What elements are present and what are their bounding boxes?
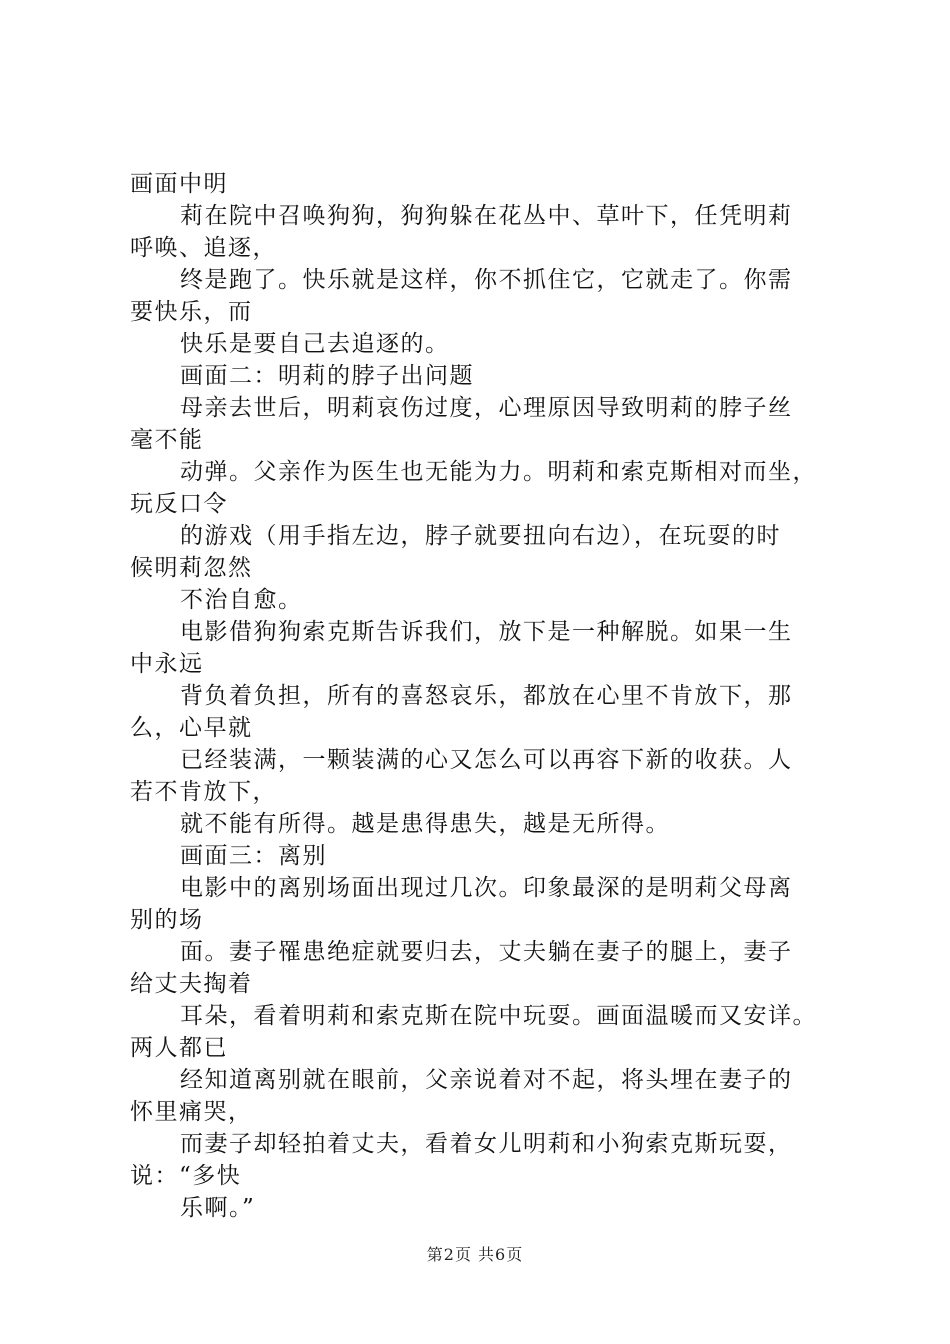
text-line: 不治自愈。 xyxy=(180,587,303,613)
text-line: 终是跑了。快乐就是这样，你不抓住它，它就走了。你需 xyxy=(180,267,793,293)
text-line: 若不肯放下， xyxy=(130,779,277,805)
text-line: 母亲去世后，明莉哀伤过度，心理原因导致明莉的脖子丝 xyxy=(180,395,793,421)
text-line: 电影中的离别场面出现过几次。印象最深的是明莉父母离 xyxy=(180,875,793,901)
text-line: 就不能有所得。越是患得患失，越是无所得。 xyxy=(180,811,670,837)
text-lines xyxy=(130,168,850,1224)
text-line: 两人都已 xyxy=(130,1035,228,1061)
text-line: 电影借狗狗索克斯告诉我们，放下是一种解脱。如果一生 xyxy=(180,619,793,645)
text-line: 么，心早就 xyxy=(130,715,253,741)
text-line: 画面中明 xyxy=(130,171,228,197)
text-line: 中永远 xyxy=(130,651,204,677)
text-line: 画面二：明莉的脖子出问题 xyxy=(180,363,474,389)
text-line: 面。妻子罹患绝症就要归去，丈夫躺在妻子的腿上，妻子 xyxy=(180,939,793,965)
text-line: 毫不能 xyxy=(130,427,204,453)
text-line: 别的场 xyxy=(130,907,204,933)
text-line: 玩反口令 xyxy=(130,491,228,517)
text-line: 背负着负担，所有的喜怒哀乐，都放在心里不肯放下，那 xyxy=(180,683,793,709)
text-line: 已经装满，一颗装满的心又怎么可以再容下新的收获。人 xyxy=(180,747,793,773)
text-line: 快乐是要自己去追逐的。 xyxy=(180,331,450,357)
text-line: 候明莉忽然 xyxy=(130,555,253,581)
text-line: 画面三：离别 xyxy=(180,843,327,869)
text-line: 呼唤、追逐， xyxy=(130,235,277,261)
text-line: 经知道离别就在眼前，父亲说着对不起，将头埋在妻子的 xyxy=(180,1067,793,1093)
page-footer: 第2页 共6页 xyxy=(426,1245,524,1264)
text-line: 给丈夫掏着 xyxy=(130,971,253,997)
text-line: 耳朵，看着明莉和索克斯在院中玩耍。画面温暖而又安详。 xyxy=(180,1003,817,1029)
text-line: 动弹。父亲作为医生也无能为力。明莉和索克斯相对而坐， xyxy=(180,459,817,485)
text-line: 莉在院中召唤狗狗，狗狗躲在花丛中、草叶下，任凭明莉 xyxy=(180,203,793,229)
text-line: 要快乐，而 xyxy=(130,299,253,325)
text-line: 而妻子却轻拍着丈夫，看着女儿明莉和小狗索克斯玩耍， xyxy=(180,1131,793,1157)
text-line: 说：“多快 xyxy=(130,1163,242,1189)
document-body xyxy=(130,168,850,1224)
text-line: 乐啊。” xyxy=(180,1195,256,1221)
text-line: 怀里痛哭， xyxy=(130,1099,253,1125)
text-line: 的游戏（用手指左边，脖子就要扭向右边），在玩耍的时 xyxy=(180,523,781,549)
